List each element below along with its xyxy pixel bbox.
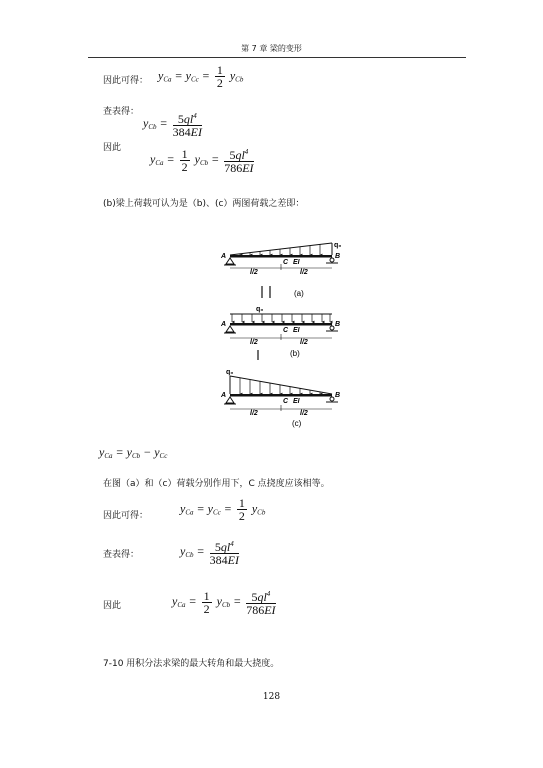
equation-diff: $y_{Ca} = y_{Cb} - y_{Cc}$ bbox=[99, 445, 168, 460]
label-C-a: C bbox=[283, 259, 289, 266]
hence-label-2: 因此 bbox=[103, 601, 122, 611]
label-B-c: B bbox=[335, 392, 341, 399]
equation-2: $y_{Cb}$ = $\frac{5ql^4}{384EI}$ bbox=[143, 112, 202, 139]
equation-1: $y_{Ca} = y_{Cc}$ = $\frac{1}{2}$ $y_{Cb}$ bbox=[158, 63, 244, 90]
label-A-b: A bbox=[221, 321, 227, 328]
page-number: 128 bbox=[262, 692, 281, 702]
next-problem: 7-10 用积分法求梁的最大转角和最大挠度。 bbox=[103, 659, 280, 669]
statement: 在图（a）和（c）荷载分别作用下，C 点挠度应该相等。 bbox=[103, 479, 330, 489]
section-b-intro: (b)梁上荷载可认为是（b)、(c）两图荷载之差即： bbox=[103, 199, 305, 209]
label-C-c: C bbox=[283, 398, 289, 405]
hence-label-1: 因此 bbox=[103, 143, 122, 153]
label-half-b1: l/2 bbox=[250, 339, 258, 346]
caption-b: (b) bbox=[290, 349, 300, 358]
running-header: 第 7 章 梁的变形 bbox=[241, 44, 302, 53]
caption-c: (c) bbox=[292, 419, 302, 428]
lookup-label-2: 查表得： bbox=[103, 550, 140, 560]
equation-6: $y_{Ca}$ = $\frac{1}{2}$ $y_{Cb}$ = $\frac{5ql^4}{786EI}$ bbox=[172, 588, 276, 617]
label-q0-b: q₀ bbox=[256, 306, 264, 313]
equation-4: $y_{Ca} = y_{Cc}$ = $\frac{1}{2}$ $y_{Cb}$ bbox=[180, 496, 266, 523]
label-C-b: C bbox=[283, 327, 289, 334]
label-B-a: B bbox=[335, 253, 341, 260]
equation-3: $y_{Ca}$ = $\frac{1}{2}$ $y_{Cb}$ = $\frac{5ql^4}{786EI}$ bbox=[150, 146, 254, 175]
label-half-b2: l/2 bbox=[300, 339, 308, 346]
therefore-label-2: 因此可得： bbox=[103, 511, 149, 521]
label-q0-c: q₀ bbox=[226, 369, 234, 376]
label-EI-c: EI bbox=[293, 398, 300, 405]
caption-a: (a) bbox=[294, 289, 304, 298]
header-rule bbox=[88, 57, 466, 58]
beam-figure bbox=[220, 236, 350, 431]
therefore-label-1: 因此可得： bbox=[103, 76, 149, 86]
lookup-label-1: 查表得： bbox=[103, 107, 140, 117]
label-EI-a: EI bbox=[293, 259, 300, 266]
label-EI-b: EI bbox=[293, 327, 300, 334]
beam-c bbox=[224, 376, 341, 411]
label-half-a2: l/2 bbox=[300, 269, 308, 276]
beam-b bbox=[224, 314, 341, 340]
label-half-c2: l/2 bbox=[300, 410, 308, 417]
label-A-c: A bbox=[221, 392, 227, 399]
label-q0-a: q₀ bbox=[334, 242, 342, 249]
label-A-a: A bbox=[221, 253, 227, 260]
label-B-b: B bbox=[335, 321, 341, 328]
label-half-c1: l/2 bbox=[250, 410, 258, 417]
equation-5: $y_{Cb}$ = $\frac{5ql^4}{384EI}$ bbox=[180, 540, 239, 567]
label-half-a1: l/2 bbox=[250, 269, 258, 276]
